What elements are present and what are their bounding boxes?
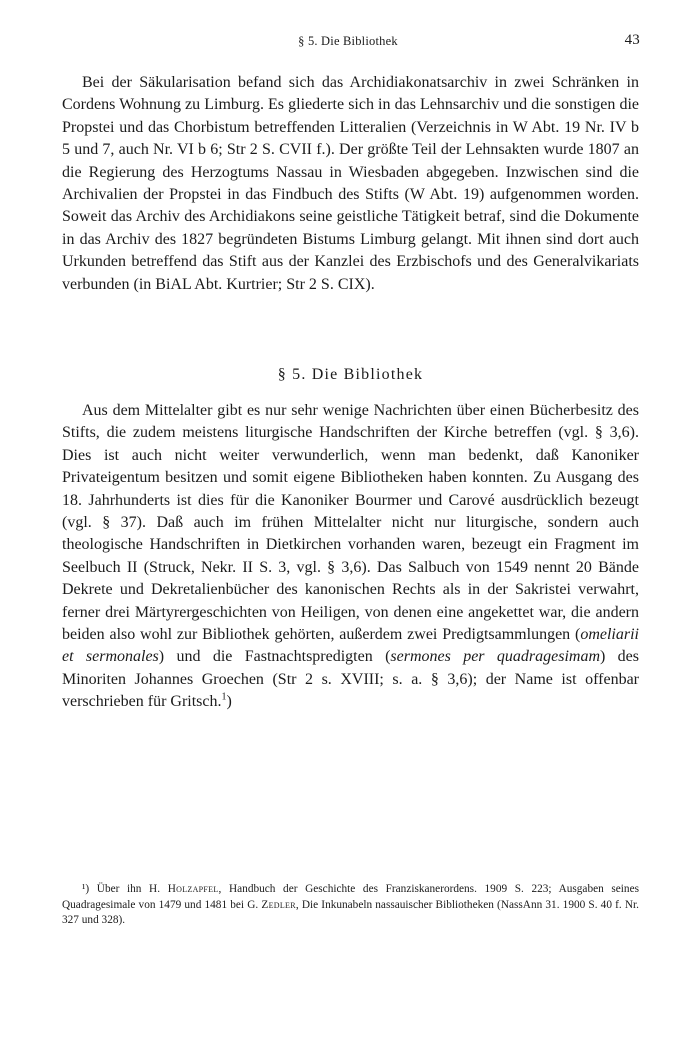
running-header — [56, 34, 640, 56]
paragraph-archive: Bei der Säkularisation befand sich das Archidiakonatsarchiv in zwei Schränken in Cordens Wohnung zu Limburg. Es gliederte sich in das Lehnsarchiv und die sonstigen die Propstei und das Chorbistum betreffenden Litteralien (Verzeichnis in W Abt. 19 Nr. IV b 5 und 7, auch Nr. VI b 6; Str 2 S. CVII f.). Der größte Teil der Lehnsakten wurde 1807 an die Regierung des Herzogtums Nassau in Wiesbaden abgegeben. Inzwischen sind die Archivalien der Propstei in das Findbuch des Stifts (W Abt. 19) aufgenommen worden. Soweit das Archiv des Archidiakons seine geistliche Tätigkeit betraf, sind die Dokumente in das Archiv des 1827 begründeten Bistums Limburg gelangt. Mit ihnen sind dort auch Urkunden betreffend das Stift aus der Kanzlei des Erzbischofs und des Generalvikariats verbunden (in BiAL Abt. Kurtrier; Str 2 S. CIX). — [62, 74, 639, 293]
footnote-marker: ¹) — [82, 883, 90, 895]
italic-term: sermones per quadragesimam — [390, 648, 600, 666]
footnote — [62, 882, 639, 929]
page-number: 43 — [624, 32, 640, 48]
author-name: Zedler — [261, 898, 296, 911]
author-name: Holzapfel — [167, 883, 219, 895]
footnote-text: Über ihn H. — [89, 883, 168, 895]
footnote-text: , Handbuch der Geschichte des Franziskanerordens. 1909 S. 223; Ausgaben seines Quadragesimale von 1479 und 1481 bei G. — [62, 883, 639, 911]
paragraph-text: ) und die Fastnachtspredigten ( — [158, 648, 391, 666]
paragraph-text: ) — [226, 693, 232, 711]
paragraph-library — [62, 400, 639, 714]
footnote-reference[interactable]: 1 — [221, 691, 227, 703]
paragraph-text: ) des Minoriten Johannes Groechen (Str 2 s. XVIII; s. a. § 3,6); der Name ist offenbar verschrieben für Gritsch. — [62, 648, 640, 711]
footnote-text: , Die Inkunabeln nassauischer Bibliotheken (NassAnn 31. 1900 S. 40 f. Nr. 327 und 328). — [62, 898, 640, 926]
italic-term: omeliarii et sermonales — [62, 626, 639, 666]
paragraph-text: Aus dem Mittelalter gibt es nur sehr wenige Nachrichten über einen Bücherbesitz des Stifts, die zudem meistens liturgische Handschriften der Kirche betreffen (vgl. § 3,6). Dies ist auch nicht weiter verwunderlich, wenn man bedenkt, daß Kanoniker Privateigentum besitzen und somit eigene Bibliotheken haben konnten. Zu Ausgang des 18. Jahrhunderts ist dies für die Kanoniker Bourmer und Carové ausdrücklich bezeugt (vgl. § 37). Daß auch im frühen Mittelalter nicht nur liturgische, sondern auch theologische Handschriften in Dietkirchen vorhanden waren, bezeugt ein Fragment im Seelbuch II (Struck, Nekr. II S. 3, vgl. § 3,6). Das Salbuch von 1549 nennt 20 Bände Dekrete und Dekretalienbücher des kanonischen Rechts als in der Sakristei verwahrt, ferner drei Märtyrergeschichten von Heiligen, von denen eine angekettet war, die andern beiden also wohl zur Bibliothek gehörten, außerdem zwei Predigtsammlungen ( — [62, 402, 639, 644]
section-heading: § 5. Die Bibliothek — [277, 366, 424, 383]
running-title: § 5. Die Bibliothek — [298, 34, 398, 48]
